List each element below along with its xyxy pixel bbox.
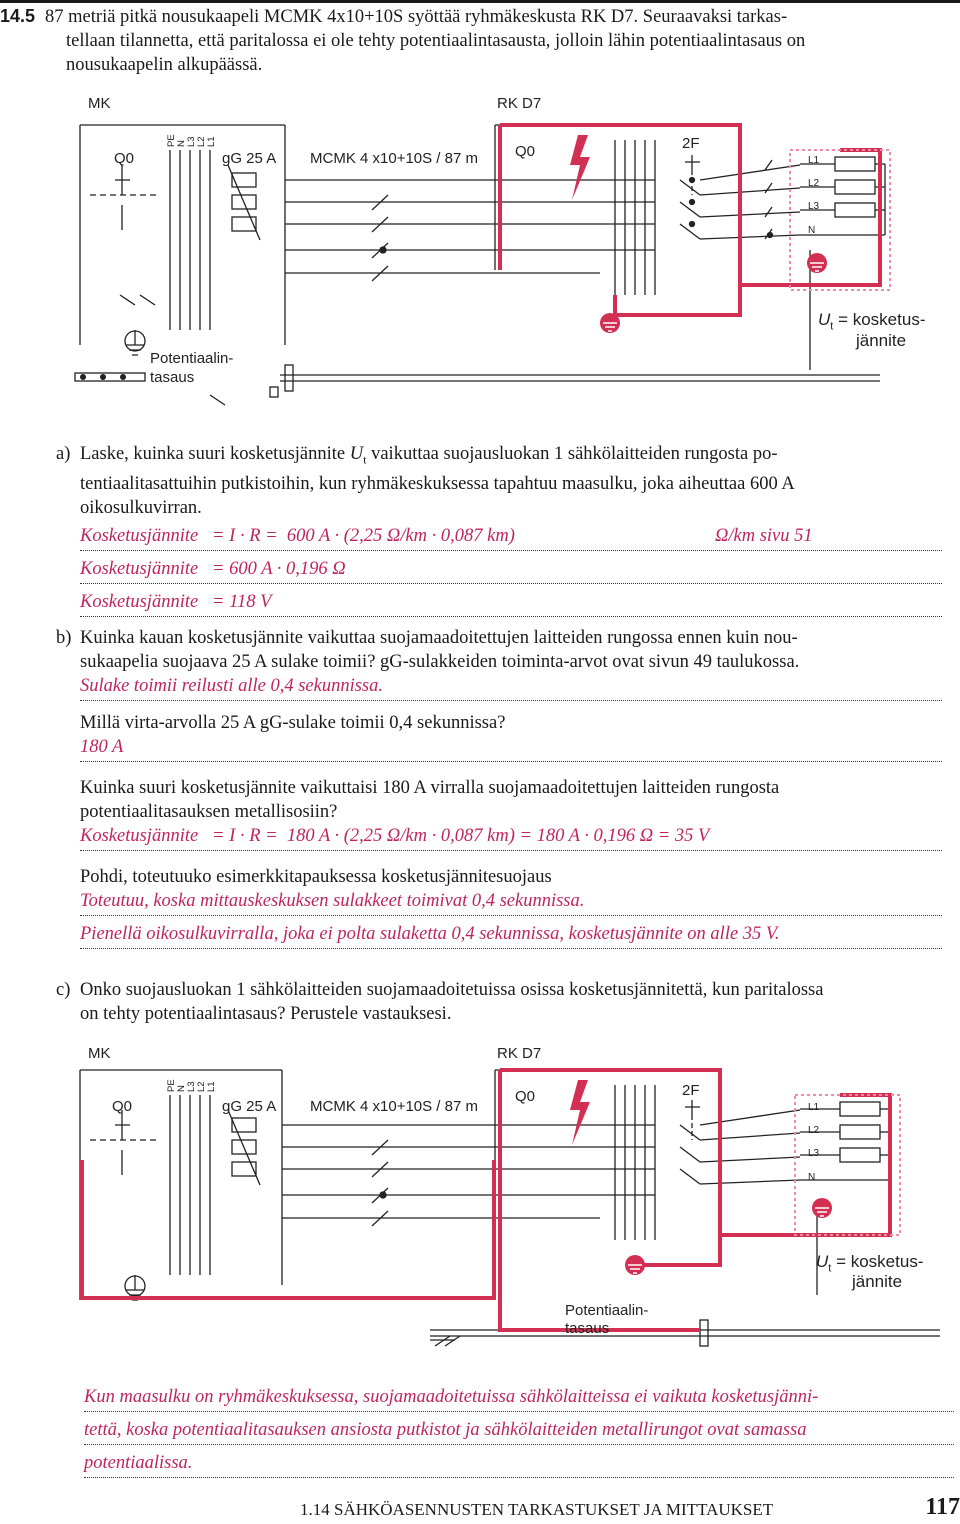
- circuit-diagram-2: [60, 1040, 940, 1360]
- pa-q1b: vaikuttaa suojausluokan 1 sähkölaitteiden rungosta po-: [371, 444, 778, 464]
- part-b-label: b): [56, 628, 72, 648]
- label-q0-right: Q0: [515, 143, 536, 160]
- out-label-l3: L3: [808, 201, 820, 212]
- part-b-answer-3: Kosketusjännite = I · R = 180 A · (2,25 Ω/km · 0,087 km) = 180 A · 0,196 Ω = 35 V: [80, 824, 942, 851]
- part-a: [56, 442, 942, 617]
- part-b: [56, 626, 942, 949]
- pa-q1u: U: [349, 444, 364, 464]
- d2-label-l2: L2: [196, 1081, 207, 1092]
- out-label-l1: L1: [808, 155, 820, 166]
- label-rk-d7: RK D7: [497, 95, 542, 112]
- part-a-question-line-3: oikosulkuvirran.: [80, 497, 202, 518]
- label-l2: L2: [196, 136, 207, 147]
- part-c-answer-line-2: tettä, koska potentiaalitasauksen ansiosta putkistot ja sähkölaitteiden metallirungot ovat samassa: [84, 1418, 954, 1445]
- d2-label-pe: PE: [166, 1079, 177, 1092]
- label-cable: MCMK 4 x10+10S / 87 m: [310, 150, 478, 167]
- label-l3: L3: [186, 136, 197, 147]
- part-b-question-3-line-1: Kuinka suuri kosketusjännite vaikuttaisi 180 A virralla suojamaadoitettujen laitteiden rungosta: [80, 778, 780, 798]
- pa-q1a: Laske, kuinka suuri kosketusjännite: [80, 444, 346, 464]
- out-label-l2: L2: [808, 178, 820, 189]
- pa-a1-text: Kosketusjännite = I · R = 600 A · (2,25 Ω/km · 0,087 km): [80, 525, 515, 546]
- out-label-n: N: [808, 225, 816, 236]
- problem-intro: [0, 4, 960, 77]
- d2-label-fuse: gG 25 A: [222, 1098, 277, 1115]
- d2-out-label-n: N: [808, 1172, 816, 1183]
- pa-a1-note: Ω/km sivu 51: [715, 525, 813, 546]
- d2-label-touch-voltage-2: jännite: [852, 1272, 903, 1291]
- part-b-question-4: Pohdi, toteutuuko esimerkkitapauksessa kosketusjännitesuojaus: [80, 867, 552, 887]
- part-b-answer-2: 180 A: [80, 735, 942, 762]
- part-c-label: c): [56, 980, 71, 1000]
- d2-out-label-l1: L1: [808, 1102, 820, 1113]
- d2-label-l1: L1: [206, 1081, 217, 1092]
- part-a-question-line-1: [80, 442, 942, 472]
- part-a-answer-1: [80, 524, 942, 551]
- part-a-question-line-2: tentiaalitasattuihin putkistoihin, kun ryhmäkeskuksessa tapahtuu maasulku, joka aiheuttaa 600 A: [80, 473, 795, 494]
- part-b-question-3-line-2: potentiaalitasauksen metallisosiin?: [80, 802, 338, 822]
- d2-label-potential-1: Potentiaalin-: [565, 1302, 649, 1319]
- footer-section: 1.14 SÄHKÖASENNUSTEN TARKASTUKSET JA MITTAUKSET: [300, 1500, 774, 1519]
- d2-label-potential-2: tasaus: [565, 1320, 610, 1337]
- top-rule: [0, 0, 960, 3]
- label-touch-voltage: [818, 310, 925, 332]
- part-a-answer-3: Kosketusjännite = 118 V: [80, 590, 942, 617]
- ut-rest: = kosketus-: [838, 310, 926, 329]
- label-n: N: [176, 140, 187, 147]
- d2-label-mk: MK: [88, 1045, 111, 1062]
- circuit-diagram-1: [60, 95, 926, 415]
- part-a-answer-2: Kosketusjännite = 600 A · 0,196 Ω: [80, 557, 942, 584]
- intro-line-3: nousukaapelin alkupäässä.: [66, 55, 263, 75]
- d2-label-l3: L3: [186, 1081, 197, 1092]
- part-c-answer-line-3: potentiaalissa.: [84, 1451, 954, 1478]
- problem-number: 14.5: [0, 6, 36, 26]
- part-b-answer-1: Sulake toimii reilusti alle 0,4 sekunnissa.: [80, 674, 942, 701]
- part-b-question-line-1: Kuinka kauan kosketusjännite vaikuttaa suojamaadoitettujen laitteiden rungossa ennen kuin nou-: [80, 628, 798, 648]
- label-mk: MK: [88, 95, 111, 112]
- part-a-label: a): [56, 444, 71, 464]
- d2-ut-t: t: [828, 1262, 832, 1275]
- d2-out-label-l3: L3: [808, 1148, 820, 1159]
- d2-label-cable: MCMK 4 x10+10S / 87 m: [310, 1098, 478, 1115]
- footer-page-number: 117: [925, 1494, 960, 1520]
- d2-label-rk-d7: RK D7: [497, 1045, 542, 1062]
- intro-line-2: tellaan tilannetta, että paritalossa ei ole tehty potentiaalintasausta, jolloin lähin potentiaalintasaus on: [66, 31, 806, 51]
- part-c-question-line-2: on tehty potentiaalintasaus? Perustele vastauksesi.: [80, 1004, 452, 1024]
- ut-u: U: [818, 310, 831, 329]
- d2-label-q0-left: Q0: [112, 1098, 133, 1115]
- ut-t: t: [830, 320, 834, 333]
- page-footer: [300, 1496, 960, 1524]
- label-potential-2: tasaus: [150, 369, 195, 386]
- part-c-answer: [84, 1385, 954, 1478]
- d2-label-q0-right: Q0: [515, 1088, 536, 1105]
- part-c: [56, 978, 942, 1026]
- pa-q1t: t: [363, 452, 367, 467]
- part-b-answer-4: Toteutuu, koska mittauskeskuksen sulakkeet toimivat 0,4 sekunnissa.: [80, 889, 942, 916]
- d2-out-label-l2: L2: [808, 1125, 820, 1136]
- label-touch-voltage-2: jännite: [856, 331, 907, 350]
- d2-label-n: N: [176, 1085, 187, 1092]
- part-c-question-line-1: Onko suojausluokan 1 sähkölaitteiden suojamaadoitetuissa osissa kosketusjännitettä, kun paritalossa: [80, 980, 824, 1000]
- label-pe: PE: [166, 134, 177, 147]
- label-fuse: gG 25 A: [222, 150, 277, 167]
- part-c-answer-line-1: Kun maasulku on ryhmäkeskuksessa, suojamaadoitetuissa sähkölaitteissa ei vaikuta kosketusjänni-: [84, 1385, 954, 1412]
- part-b-question-2: Millä virta-arvolla 25 A gG-sulake toimii 0,4 sekunnissa?: [80, 713, 506, 733]
- label-potential-1: Potentiaalin-: [150, 350, 234, 367]
- intro-line-1: 87 metriä pitkä nousukaapeli MCMK 4x10+10S syöttää ryhmäkeskusta RK D7. Seuraavaksi tarkas-: [45, 7, 788, 27]
- d2-label-2f: 2F: [682, 1082, 700, 1099]
- label-l1: L1: [206, 136, 217, 147]
- d2-ut-rest: = kosketus-: [836, 1252, 924, 1271]
- part-b-answer-5: Pienellä oikosulkuvirralla, joka ei polta sulaketta 0,4 sekunnissa, kosketusjännite on alle 35 V.: [80, 922, 942, 949]
- part-b-question-line-2: sukaapelia suojaava 25 A sulake toimii? gG-sulakkeiden toiminta-arvot ovat sivun 49 taulukossa.: [80, 652, 800, 672]
- d2-ut-u: U: [816, 1252, 829, 1271]
- label-2f: 2F: [682, 135, 700, 152]
- label-q0-left: Q0: [114, 150, 135, 167]
